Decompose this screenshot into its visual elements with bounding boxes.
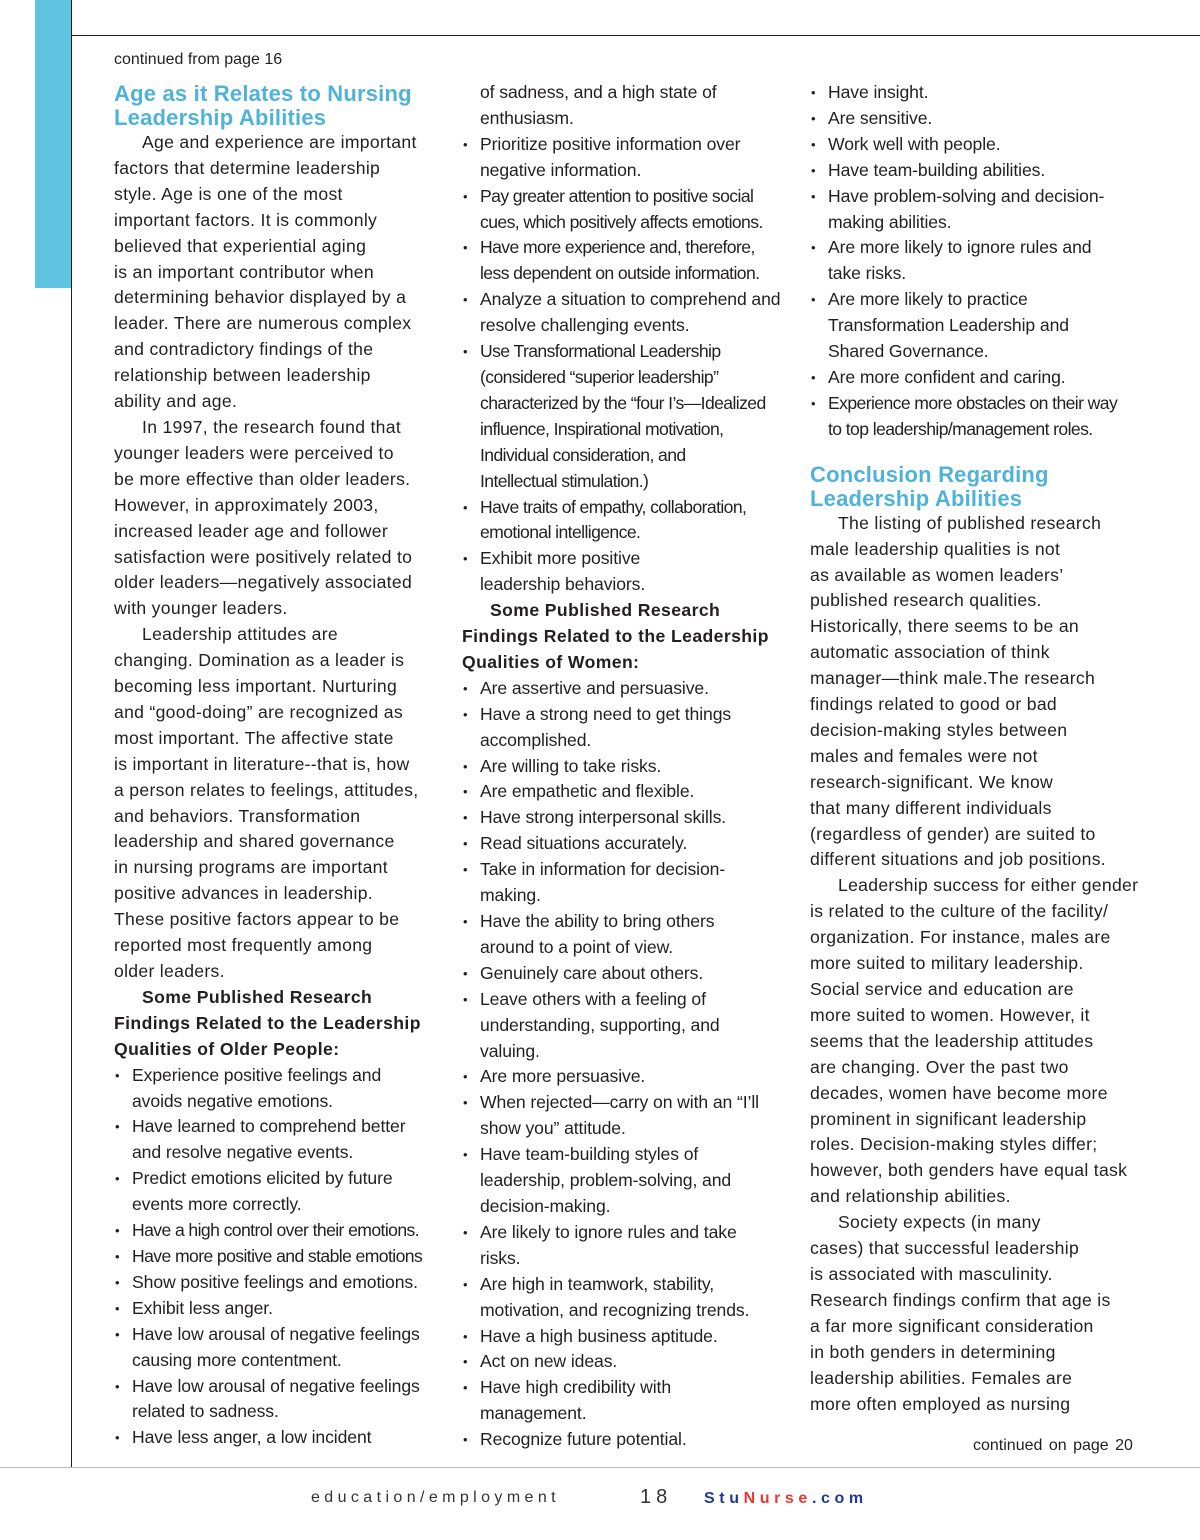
brand-com-text: .com bbox=[811, 1490, 868, 1507]
list-item-line: • Have low arousal of negative feelings bbox=[132, 1375, 420, 1396]
list-item-line: motivation, and recognizing trends. bbox=[480, 1299, 750, 1320]
list-item bbox=[810, 184, 1140, 236]
text-line: findings related to good or bad bbox=[810, 694, 1057, 715]
frame-top-rule bbox=[71, 35, 1200, 36]
text-line: (regardless of gender) are suited to bbox=[810, 823, 1096, 844]
list-item-line: • Have team-building styles of bbox=[480, 1144, 699, 1165]
list-item bbox=[462, 1324, 792, 1350]
list-item bbox=[462, 1375, 792, 1427]
list-item-line: characterized by the “four I’s—Idealized bbox=[480, 392, 766, 413]
paragraph bbox=[810, 511, 1140, 874]
list-item bbox=[462, 909, 792, 961]
list-item-line: • When rejected—carry on with an “I’ll bbox=[480, 1092, 759, 1113]
list-item-line: • Are willing to take risks. bbox=[480, 755, 662, 776]
list-item-line: accomplished. bbox=[480, 729, 592, 750]
list-item-line: making. bbox=[480, 885, 541, 906]
list-item bbox=[462, 831, 792, 857]
text-line: Historically, there seems to be an bbox=[810, 616, 1080, 637]
list-item-line: and resolve negative events. bbox=[132, 1142, 354, 1163]
list-item-line: decision-making. bbox=[480, 1195, 611, 1216]
text-line: enthusiasm. bbox=[480, 107, 574, 128]
list-item-line: management. bbox=[480, 1403, 587, 1424]
paragraph bbox=[114, 415, 444, 622]
list-item-line: • Pay greater attention to positive social bbox=[480, 185, 754, 206]
list-item-line: to top leadership/management roles. bbox=[828, 418, 1093, 439]
list-item-line: making abilities. bbox=[828, 211, 952, 232]
list-item bbox=[462, 184, 792, 236]
list-item bbox=[114, 1063, 444, 1115]
text-line: younger leaders were perceived to bbox=[114, 442, 394, 463]
list-item-line: • Have more positive and stable emotions bbox=[132, 1245, 423, 1266]
list-item-line: • Have a high control over their emotions. bbox=[132, 1220, 419, 1241]
text-line: Findings Related to the Leadership bbox=[462, 626, 769, 647]
brand-stu-text: Stu bbox=[704, 1490, 744, 1507]
list-item-line: • Have low arousal of negative feelings bbox=[132, 1323, 420, 1344]
list-item-line: • Have learned to comprehend better bbox=[132, 1116, 406, 1137]
list-item-line: • Are sensitive. bbox=[828, 107, 933, 128]
text-line: Findings Related to the Leadership bbox=[114, 1012, 421, 1033]
list-item-line: • Are assertive and persuasive. bbox=[480, 677, 709, 698]
column-1 bbox=[114, 82, 444, 1451]
text-line: cases) that successful leadership bbox=[810, 1238, 1080, 1259]
text-line: believed that experiential aging bbox=[114, 235, 367, 256]
women-qualities-list bbox=[462, 676, 792, 1453]
text-line: that many different individuals bbox=[810, 797, 1052, 818]
footer-rule bbox=[0, 1467, 1200, 1468]
text-line: relationship between leadership bbox=[114, 365, 371, 386]
list-item bbox=[462, 1427, 792, 1453]
list-item-line: leadership, problem-solving, and bbox=[480, 1170, 732, 1191]
text-line: factors that determine leadership bbox=[114, 157, 381, 178]
older-qualities-list bbox=[114, 1063, 444, 1452]
section-heading-conclusion: Conclusion Regarding Leadership Abilities bbox=[810, 461, 1049, 511]
list-item-line: Intellectual stimulation.) bbox=[480, 470, 649, 491]
list-item-line: events more correctly. bbox=[132, 1194, 302, 1215]
text-line: Leadership success for either gender bbox=[838, 875, 1139, 896]
text-line: Qualities of Women: bbox=[462, 651, 640, 672]
list-item bbox=[114, 1244, 444, 1270]
text-line: determining behavior displayed by a bbox=[114, 287, 407, 308]
text-line: In 1997, the research found that bbox=[142, 416, 402, 437]
subheading-older-people bbox=[114, 985, 444, 1063]
list-item-line: • Act on new ideas. bbox=[480, 1351, 618, 1372]
list-item bbox=[114, 1166, 444, 1218]
list-item-line: • Work well with people. bbox=[828, 133, 1001, 154]
list-item bbox=[462, 754, 792, 780]
list-item bbox=[810, 80, 1140, 106]
list-item-line: • Have traits of empathy, collaboration, bbox=[480, 496, 747, 517]
list-item bbox=[810, 132, 1140, 158]
list-item-line: • Have less anger, a low incident bbox=[132, 1427, 372, 1448]
list-item bbox=[114, 1374, 444, 1426]
text-line: older leaders—negatively associated bbox=[114, 572, 413, 593]
text-line: is associated with masculinity. bbox=[810, 1263, 1053, 1284]
list-item bbox=[462, 779, 792, 805]
list-item bbox=[810, 158, 1140, 184]
list-item-line: • Leave others with a feeling of bbox=[480, 988, 706, 1009]
list-item-line: • Are more likely to practice bbox=[828, 289, 1028, 310]
text-line: and behaviors. Transformation bbox=[114, 805, 361, 826]
list-item bbox=[810, 287, 1140, 365]
text-line: is important in literature--that is, how bbox=[114, 753, 410, 774]
text-line: and contradictory findings of the bbox=[114, 339, 374, 360]
text-line: more suited to military leadership. bbox=[810, 953, 1084, 974]
brand-logo bbox=[704, 1490, 868, 1508]
text-line: manager—think male.The research bbox=[810, 668, 1096, 689]
list-item-line: • Experience more obstacles on their way bbox=[828, 392, 1118, 413]
continued-from-note: continued from page 16 bbox=[114, 51, 283, 68]
list-item-line: Individual consideration, and bbox=[480, 444, 686, 465]
list-item-line: • Exhibit more positive bbox=[480, 548, 641, 569]
footer-section-label: education/employment bbox=[311, 1489, 560, 1506]
list-item bbox=[462, 676, 792, 702]
text-line: a far more significant consideration bbox=[810, 1315, 1094, 1336]
text-line: Research findings confirm that age is bbox=[810, 1289, 1111, 1310]
text-line: most important. The affective state bbox=[114, 727, 394, 748]
list-item-line: • Have more experience and, therefore, bbox=[480, 237, 755, 258]
text-line: ability and age. bbox=[114, 391, 238, 412]
list-item-line: • Are more confident and caring. bbox=[828, 366, 1066, 387]
text-line: seems that the leadership attitudes bbox=[810, 1030, 1094, 1051]
text-line: a person relates to feelings, attitudes, bbox=[114, 779, 419, 800]
list-item bbox=[462, 132, 792, 184]
list-item-line: • Have the ability to bring others bbox=[480, 911, 715, 931]
list-continuation-text bbox=[462, 80, 792, 132]
text-line: Some Published Research bbox=[142, 986, 373, 1007]
continued-on-note: continued on page 20 bbox=[973, 1437, 1133, 1454]
list-item-line: related to sadness. bbox=[132, 1401, 279, 1422]
list-item-line: • Predict emotions elicited by future bbox=[132, 1168, 393, 1189]
text-line: and relationship abilities. bbox=[810, 1186, 1011, 1207]
list-item bbox=[114, 1296, 444, 1322]
list-item-line: • Prioritize positive information over bbox=[480, 133, 741, 154]
list-item bbox=[462, 857, 792, 909]
list-item bbox=[810, 365, 1140, 391]
column-3 bbox=[810, 80, 1140, 1417]
list-item bbox=[462, 235, 792, 287]
list-item-line: • Take in information for decision- bbox=[480, 859, 726, 880]
text-line: increased leader age and follower bbox=[114, 520, 388, 541]
text-line: becoming less important. Nurturing bbox=[114, 676, 398, 697]
list-item bbox=[462, 1220, 792, 1272]
list-item-line: Transformation Leadership and bbox=[828, 315, 1069, 336]
text-line: Social service and education are bbox=[810, 979, 1074, 999]
text-line: of sadness, and a high state of bbox=[480, 82, 717, 102]
text-line: Age and experience are important bbox=[142, 132, 417, 152]
list-item bbox=[114, 1270, 444, 1296]
list-item-line: • Recognize future potential. bbox=[480, 1429, 687, 1450]
list-item bbox=[462, 1090, 792, 1142]
list-item-line: • Have a strong need to get things bbox=[480, 703, 732, 724]
list-item-line: • Are high in teamwork, stability, bbox=[480, 1273, 715, 1294]
paragraph bbox=[810, 873, 1140, 1210]
list-item bbox=[114, 1114, 444, 1166]
list-item-line: Shared Governance. bbox=[828, 341, 989, 362]
text-line: male leadership qualities is not bbox=[810, 538, 1061, 559]
list-item-line: • Experience positive feelings and bbox=[132, 1064, 382, 1085]
text-line: with younger leaders. bbox=[114, 598, 288, 619]
page-number: 18 bbox=[640, 1486, 673, 1508]
subheading-women bbox=[462, 598, 792, 676]
list-item bbox=[810, 391, 1140, 443]
list-item-line: • Are more likely to ignore rules and bbox=[828, 237, 1092, 258]
text-line: more often employed as nursing bbox=[810, 1393, 1071, 1414]
list-item bbox=[462, 987, 792, 1065]
list-item-line: risks. bbox=[480, 1247, 521, 1268]
paragraph bbox=[114, 622, 444, 985]
women-qualities-list-continued bbox=[810, 80, 1140, 443]
text-line: be more effective than older leaders. bbox=[114, 468, 411, 489]
list-item bbox=[462, 1142, 792, 1220]
list-item bbox=[462, 287, 792, 339]
text-line: important factors. It is commonly bbox=[114, 209, 378, 230]
list-item-line: understanding, supporting, and bbox=[480, 1014, 720, 1035]
text-line: different situations and job positions. bbox=[810, 849, 1106, 870]
text-line: automatic association of think bbox=[810, 642, 1050, 663]
paragraph bbox=[810, 1210, 1140, 1417]
text-line: is related to the culture of the facility/ bbox=[810, 901, 1109, 922]
list-item-line: • Have strong interpersonal skills. bbox=[480, 807, 727, 828]
list-item bbox=[462, 1272, 792, 1324]
list-item-line: • Show positive feelings and emotions. bbox=[132, 1271, 418, 1292]
text-line: organization. For instance, males are bbox=[810, 927, 1111, 948]
text-line: Leadership attitudes are bbox=[142, 624, 338, 645]
list-item bbox=[114, 1218, 444, 1244]
list-item bbox=[810, 235, 1140, 287]
text-line: decades, women have become more bbox=[810, 1082, 1108, 1103]
text-line: These positive factors appear to be bbox=[114, 909, 400, 930]
text-line: Society expects (in many bbox=[838, 1212, 1041, 1233]
text-line: changing. Domination as a leader is bbox=[114, 650, 405, 671]
list-item bbox=[462, 702, 792, 754]
list-item-line: • Analyze a situation to comprehend and bbox=[480, 289, 781, 310]
list-item-line: show you” attitude. bbox=[480, 1118, 626, 1139]
text-line: roles. Decision-making styles differ; bbox=[810, 1134, 1098, 1155]
accent-side-bar bbox=[35, 0, 72, 288]
list-item-line: • Genuinely care about others. bbox=[480, 962, 704, 983]
section-heading-age: Age as it Relates to Nursing Leadership Abilities bbox=[114, 81, 412, 130]
text-line: satisfaction were positively related to bbox=[114, 546, 413, 567]
text-line: more suited to women. However, it bbox=[810, 1004, 1090, 1025]
list-item bbox=[114, 1425, 444, 1451]
text-line: published research qualities. bbox=[810, 590, 1042, 611]
text-line: decision-making styles between bbox=[810, 719, 1068, 740]
older-qualities-list-continued bbox=[462, 132, 792, 598]
paragraph bbox=[114, 130, 444, 415]
text-line: males and females were not bbox=[810, 745, 1038, 766]
text-line: and “good-doing” are recognized as bbox=[114, 701, 403, 722]
text-line: research-significant. We know bbox=[810, 771, 1054, 792]
list-item-line: • Have problem-solving and decision- bbox=[828, 185, 1105, 206]
list-item bbox=[462, 546, 792, 598]
list-item-line: less dependent on outside information. bbox=[480, 263, 760, 284]
list-item-line: around to a point of view. bbox=[480, 936, 674, 957]
list-item-line: cues, which positively affects emotions. bbox=[480, 211, 763, 232]
list-item-line: influence, Inspirational motivation, bbox=[480, 418, 724, 439]
list-item-line: emotional intelligence. bbox=[480, 522, 641, 543]
text-line: reported most frequently among bbox=[114, 935, 373, 956]
list-item-line: • Have high credibility with bbox=[480, 1377, 672, 1398]
list-item bbox=[462, 805, 792, 831]
list-item-line: • Are more persuasive. bbox=[480, 1066, 646, 1087]
text-line: Qualities of Older People: bbox=[114, 1038, 340, 1059]
text-line: however, both genders have equal task bbox=[810, 1160, 1128, 1181]
list-item-line: • Have a high business aptitude. bbox=[480, 1325, 718, 1346]
text-line: older leaders. bbox=[114, 961, 225, 981]
list-item-line: take risks. bbox=[828, 263, 907, 284]
list-item-line: (considered “superior leadership” bbox=[480, 366, 719, 387]
list-item bbox=[462, 961, 792, 987]
list-item bbox=[462, 495, 792, 547]
list-item-line: leadership behaviors. bbox=[480, 574, 646, 595]
list-item-line: • Exhibit less anger. bbox=[132, 1297, 273, 1318]
list-item-line: • Use Transformational Leadership bbox=[480, 341, 721, 362]
brand-nurse-text: Nurse bbox=[743, 1490, 812, 1507]
list-item-line: • Have insight. bbox=[828, 82, 929, 102]
text-line: The listing of published research bbox=[838, 512, 1102, 533]
list-item-line: • Read situations accurately. bbox=[480, 833, 688, 854]
text-line: are changing. Over the past two bbox=[810, 1056, 1069, 1077]
list-item-line: causing more contentment. bbox=[132, 1349, 342, 1370]
text-line: prominent in significant leadership bbox=[810, 1108, 1087, 1129]
text-line: However, in approximately 2003, bbox=[114, 494, 379, 515]
list-item bbox=[114, 1322, 444, 1374]
text-line: leadership and shared governance bbox=[114, 831, 395, 852]
text-line: leader. There are numerous complex bbox=[114, 313, 412, 334]
list-item-line: valuing. bbox=[480, 1040, 540, 1061]
list-item-line: • Are empathetic and flexible. bbox=[480, 781, 695, 802]
text-line: as available as women leaders’ bbox=[810, 564, 1064, 585]
column-2 bbox=[462, 80, 792, 1453]
text-line: in nursing programs are important bbox=[114, 857, 388, 878]
text-line: positive advances in leadership. bbox=[114, 883, 373, 904]
text-line: style. Age is one of the most bbox=[114, 183, 343, 204]
list-item bbox=[462, 1349, 792, 1375]
list-item-line: • Have team-building abilities. bbox=[828, 159, 1046, 180]
text-line: Some Published Research bbox=[490, 600, 721, 621]
text-line: in both genders in determining bbox=[810, 1341, 1056, 1362]
list-item-line: resolve challenging events. bbox=[480, 315, 690, 336]
list-item bbox=[810, 106, 1140, 132]
list-item-line: • Are likely to ignore rules and take bbox=[480, 1221, 737, 1242]
frame-left-rule bbox=[71, 0, 72, 1468]
list-item bbox=[462, 339, 792, 494]
text-line: is an important contributor when bbox=[114, 261, 374, 282]
list-item bbox=[462, 1064, 792, 1090]
text-line: leadership abilities. Females are bbox=[810, 1367, 1073, 1388]
list-item-line: negative information. bbox=[480, 159, 642, 180]
list-item-line: avoids negative emotions. bbox=[132, 1090, 333, 1111]
